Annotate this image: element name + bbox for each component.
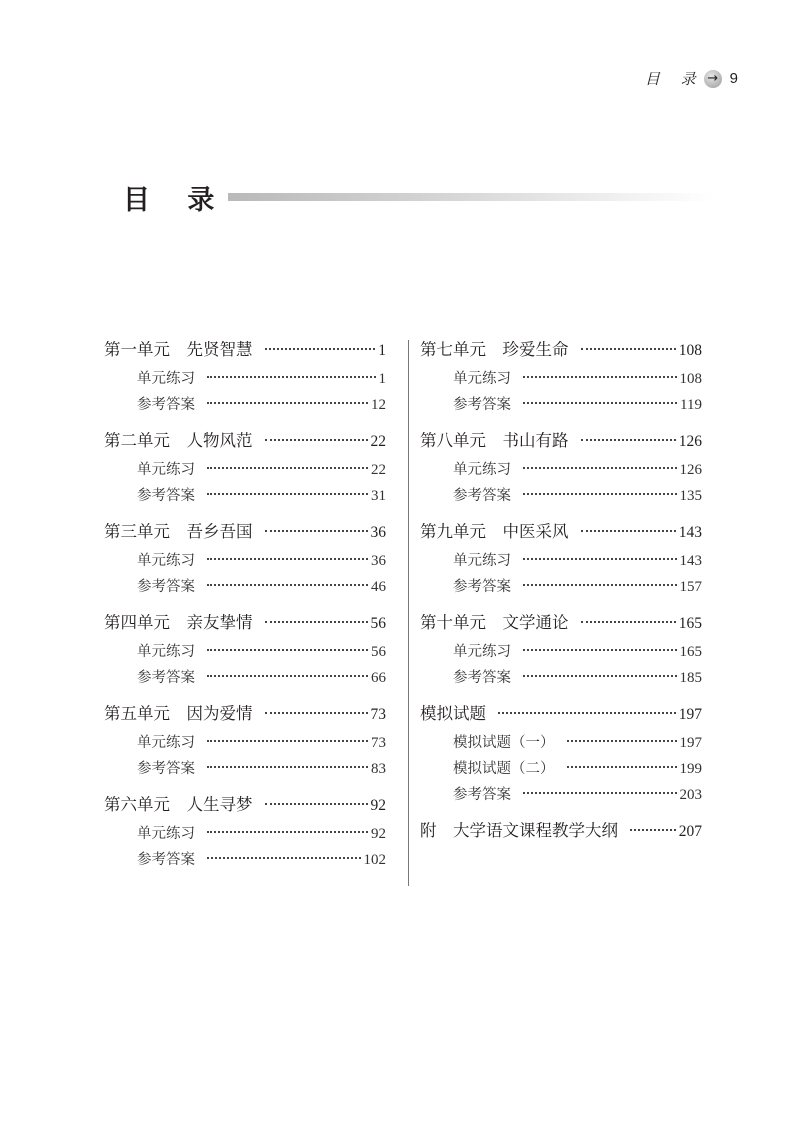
entry-title: 第一单元 先贤智慧 [104,340,253,359]
dot-leader [523,376,677,378]
entry-title: 第六单元 人生寻梦 [104,795,253,814]
dot-leader [207,584,368,586]
entry-title: 模拟试题（二） [453,761,555,777]
toc-chapter-entry[interactable] [420,610,702,636]
dot-leader [523,584,677,586]
entry-page: 197 [679,735,702,751]
dot-leader [265,348,376,350]
toc-sub-entry[interactable] [420,548,702,574]
entry-title: 模拟试题（一） [453,735,555,751]
toc-chapter-entry[interactable] [104,519,386,545]
entry-page: 56 [370,615,386,632]
entry-title: 参考答案 [453,397,511,413]
dot-leader [207,402,368,404]
entry-title: 附 大学语文课程教学大纲 [420,821,618,840]
entry-title: 第四单元 亲友挚情 [104,613,253,632]
dot-leader [498,712,676,714]
toc-right-column [420,337,702,847]
running-head [645,68,738,89]
toc-sub-entry[interactable] [420,366,702,392]
entry-page: 157 [679,579,702,595]
arrow-right-icon: → [704,70,722,88]
entry-page: 135 [679,488,702,504]
toc-sub-entry[interactable] [104,392,386,418]
toc-chapter-entry[interactable] [104,792,386,818]
dot-leader [207,558,368,560]
entry-title: 单元练习 [137,371,195,387]
entry-title: 参考答案 [453,670,511,686]
entry-page: 22 [371,462,386,478]
dot-leader [523,675,677,677]
dot-leader [265,712,368,714]
dot-leader [523,402,677,404]
toc-sub-entry[interactable] [104,847,386,873]
entry-title: 单元练习 [137,462,195,478]
entry-title: 参考答案 [453,787,511,803]
toc-sub-entry[interactable] [104,756,386,782]
entry-page: 66 [371,670,386,686]
toc-sub-entry[interactable] [420,782,702,808]
entry-page: 207 [678,823,702,840]
dot-leader [581,439,676,441]
dot-leader [207,831,368,833]
entry-title: 第三单元 吾乡吾国 [104,522,253,541]
dot-leader [207,493,368,495]
toc-chapter-entry[interactable] [104,428,386,454]
entry-page: 126 [679,462,702,478]
toc-sub-entry[interactable] [104,730,386,756]
dot-leader [207,675,368,677]
entry-title: 单元练习 [137,644,195,660]
entry-page: 73 [370,706,386,723]
entry-title: 参考答案 [137,397,195,413]
entry-page: 1 [378,371,386,387]
dot-leader [523,467,677,469]
entry-page: 1 [378,342,386,359]
entry-page: 46 [371,579,386,595]
entry-page: 199 [679,761,702,777]
entry-page: 31 [371,488,386,504]
running-title: 目 录 [644,70,704,88]
toc-chapter-entry[interactable] [420,428,702,454]
entry-page: 83 [371,761,386,777]
toc-chapter-entry[interactable] [420,337,702,363]
toc-sub-entry[interactable] [104,548,386,574]
entry-title: 单元练习 [137,553,195,569]
entry-title: 第五单元 因为爱情 [104,704,253,723]
entry-title: 参考答案 [453,488,511,504]
toc-sub-entry[interactable] [420,639,702,665]
toc-sub-entry[interactable] [104,639,386,665]
entry-page: 36 [371,553,386,569]
entry-title: 参考答案 [137,488,195,504]
title-gradient-bar [228,193,713,201]
entry-page: 119 [680,397,702,413]
toc-left-column [104,337,386,873]
toc-sub-entry[interactable] [420,392,702,418]
toc-sub-entry[interactable] [104,821,386,847]
entry-page: 22 [370,433,386,450]
dot-leader [567,766,677,768]
dot-leader [567,740,677,742]
entry-title: 第二单元 人物风范 [104,431,253,450]
entry-page: 92 [371,826,386,842]
toc-sub-entry[interactable] [420,665,702,691]
entry-title: 单元练习 [453,462,511,478]
entry-title: 第八单元 书山有路 [420,431,569,450]
entry-title: 第七单元 珍爱生命 [420,340,569,359]
entry-title: 参考答案 [137,670,195,686]
toc-chapter-entry[interactable] [420,519,702,545]
dot-leader [265,621,368,623]
dot-leader [265,439,368,441]
entry-page: 92 [370,797,386,814]
entry-page: 126 [678,433,702,450]
page-number: 9 [729,70,738,87]
toc-sub-entry[interactable] [420,756,702,782]
toc-chapter-entry[interactable] [104,337,386,363]
dot-leader [523,649,677,651]
toc-sub-entry[interactable] [104,457,386,483]
entry-title: 单元练习 [453,371,511,387]
dot-leader [581,348,676,350]
entry-page: 56 [371,644,386,660]
dot-leader [523,792,677,794]
entry-page: 108 [678,342,702,359]
entry-title: 第九单元 中医采风 [420,522,569,541]
dot-leader [207,740,368,742]
entry-page: 143 [679,553,702,569]
entry-title: 参考答案 [137,761,195,777]
page-title: 目 录 [123,185,229,216]
toc-chapter-entry[interactable] [104,610,386,636]
entry-title: 模拟试题 [420,704,486,723]
entry-title: 单元练习 [137,735,195,751]
entry-title: 单元练习 [137,826,195,842]
dot-leader [207,376,376,378]
toc-sub-entry[interactable] [104,574,386,600]
dot-leader [523,558,677,560]
dot-leader [630,829,676,831]
toc-sub-entry[interactable] [104,483,386,509]
dot-leader [265,530,368,532]
toc-sub-entry[interactable] [420,574,702,600]
toc-chapter-entry[interactable] [420,818,702,844]
entry-page: 102 [363,852,386,868]
entry-page: 165 [679,644,702,660]
entry-page: 108 [679,371,702,387]
dot-leader [581,530,676,532]
dot-leader [523,493,677,495]
entry-page: 36 [370,524,386,541]
entry-title: 参考答案 [137,579,195,595]
entry-page: 143 [678,524,702,541]
entry-page: 73 [371,735,386,751]
entry-title: 单元练习 [453,644,511,660]
toc-chapter-entry[interactable] [420,701,702,727]
dot-leader [207,857,361,859]
entry-title: 单元练习 [453,553,511,569]
toc-sub-entry[interactable] [420,483,702,509]
toc-sub-entry[interactable] [104,366,386,392]
dot-leader [581,621,676,623]
dot-leader [207,467,368,469]
toc-chapter-entry[interactable] [104,701,386,727]
entry-page: 12 [371,397,386,413]
entry-page: 197 [678,706,702,723]
toc-sub-entry[interactable] [420,457,702,483]
dot-leader [207,649,368,651]
toc-sub-entry[interactable] [420,730,702,756]
dot-leader [207,766,368,768]
entry-title: 参考答案 [453,579,511,595]
entry-title: 第十单元 文学通论 [420,613,569,632]
entry-page: 185 [679,670,702,686]
entry-title: 参考答案 [137,852,195,868]
entry-page: 165 [678,615,702,632]
entry-page: 203 [679,787,702,803]
column-divider [408,340,409,886]
toc-sub-entry[interactable] [104,665,386,691]
dot-leader [265,803,368,805]
